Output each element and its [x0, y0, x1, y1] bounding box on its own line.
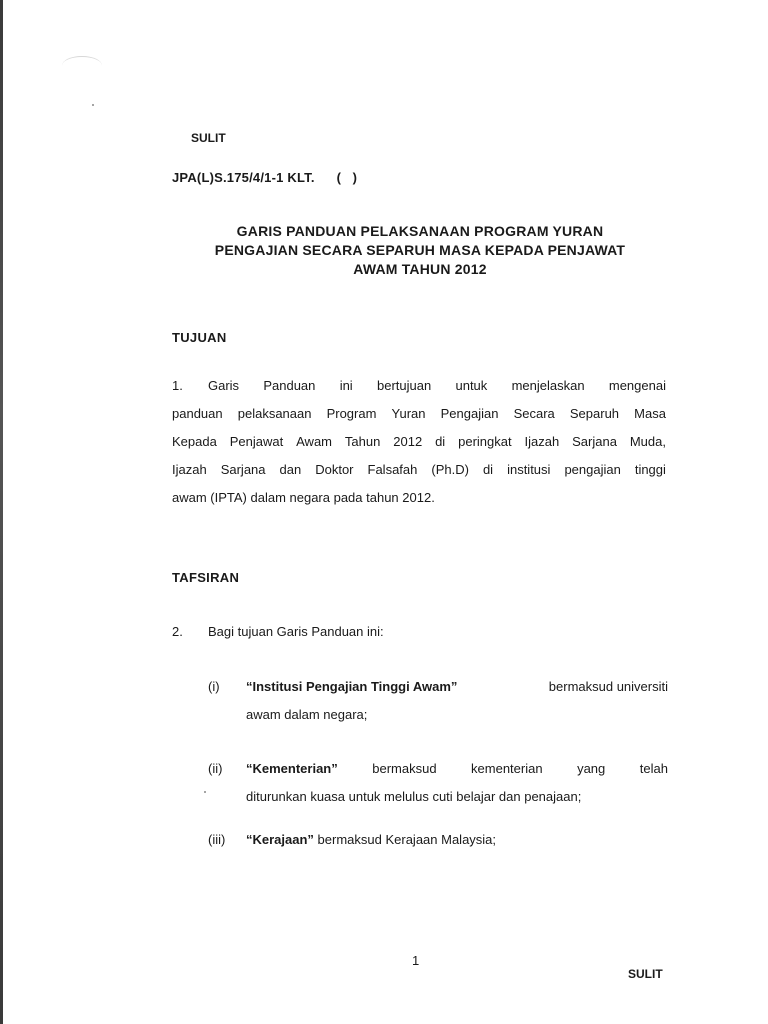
paragraph-word: Program	[326, 406, 377, 421]
paragraph-word: 2012	[393, 434, 423, 449]
paragraph-word: Sarjana	[572, 434, 617, 449]
page-number: 1	[412, 953, 420, 968]
paragraph-2	[172, 624, 666, 639]
paragraph-word: panduan	[172, 406, 223, 421]
paragraph-word: Falsafah	[367, 462, 418, 477]
paragraph-number: 1.	[172, 378, 183, 393]
paragraph-word: (Ph.D)	[431, 462, 469, 477]
paragraph-word: tinggi	[634, 462, 666, 477]
title-line-1: GARIS PANDUAN PELAKSANAAN PROGRAM YURAN	[236, 223, 604, 239]
definition-item-i-text	[246, 673, 668, 701]
heading-tujuan: TUJUAN	[172, 330, 227, 345]
scan-speck	[204, 791, 206, 793]
item-numeral: (i)	[208, 679, 220, 694]
paragraph-1	[172, 378, 666, 518]
definition-item-ii-line-1	[208, 755, 668, 783]
reference-paren: ( )	[336, 170, 358, 185]
paragraph-1-line-1-text	[208, 378, 666, 406]
paragraph-word: dan	[279, 462, 302, 477]
paragraph-word: ini	[339, 378, 353, 393]
definition-word: telah	[639, 761, 668, 776]
definition-text: bermaksud Kerajaan Malaysia;	[317, 832, 497, 847]
paragraph-1-line-4	[172, 462, 666, 490]
title-line-3: AWAM TAHUN 2012	[353, 261, 487, 277]
paragraph-word: Penjawat	[229, 434, 284, 449]
definition-item-ii	[208, 755, 668, 811]
paragraph-word: pelaksanaan	[237, 406, 312, 421]
paragraph-word: Tahun	[344, 434, 381, 449]
definition-item-i	[208, 673, 668, 729]
paragraph-1-line-3	[172, 434, 666, 462]
definition-item-i-line-1	[208, 673, 668, 701]
definition-item-iii	[208, 826, 668, 854]
document-title	[160, 222, 680, 279]
paragraph-word: bertujuan	[376, 378, 432, 393]
defined-term: “Kementerian”	[246, 761, 338, 776]
definition-word: yang	[577, 761, 606, 776]
item-numeral: (ii)	[208, 761, 223, 776]
paragraph-word: Panduan	[263, 378, 316, 393]
definition-word: kementerian	[471, 761, 543, 776]
definition-continuation: awam dalam negara;	[246, 707, 368, 722]
paragraph-word: di	[435, 434, 446, 449]
paragraph-word: Separuh	[569, 406, 620, 421]
definition-word: bermaksud	[372, 761, 437, 776]
reference-number: JPA(L)S.175/4/1-1 KLT.	[172, 170, 315, 185]
paragraph-word: Muda,	[629, 434, 666, 449]
reference-line	[172, 170, 357, 185]
paragraph-1-line-1	[172, 378, 666, 406]
scan-artifact	[62, 56, 102, 75]
paragraph-word: Sarjana	[220, 462, 266, 477]
paragraph-word: pengajian	[564, 462, 621, 477]
heading-tafsiran: TAFSIRAN	[172, 570, 240, 585]
definition-item-ii-text	[246, 755, 668, 783]
paragraph-word: Ijazah	[172, 462, 207, 477]
paragraph-word: Garis	[208, 378, 240, 393]
defined-term: “Kerajaan”	[246, 832, 314, 847]
title-line-2: PENGAJIAN SECARA SEPARUH MASA KEPADA PENJAWAT	[214, 242, 626, 258]
paragraph-word: untuk	[455, 378, 488, 393]
classification-bottom: SULIT	[628, 967, 663, 981]
paragraph-word: Yuran	[391, 406, 426, 421]
paragraph-word: Masa	[634, 406, 666, 421]
paragraph-word: Awam	[296, 434, 333, 449]
classification-top: SULIT	[191, 131, 226, 145]
definition-text: bermaksud universiti	[548, 679, 668, 694]
defined-term: “Institusi Pengajian Tinggi Awam”	[246, 679, 458, 694]
paragraph-1-line-2	[172, 406, 666, 434]
paragraph-word: Doktor	[315, 462, 354, 477]
paragraph-word: Kepada	[172, 434, 217, 449]
paragraph-word: Pengajian	[440, 406, 499, 421]
paragraph-word: mengenai	[608, 378, 666, 393]
scan-speck	[92, 104, 94, 106]
scan-edge	[0, 0, 3, 1024]
paragraph-2-intro: Bagi tujuan Garis Panduan ini:	[208, 624, 384, 639]
paragraph-word: Secara	[513, 406, 555, 421]
paragraph-word: Ijazah	[524, 434, 560, 449]
paragraph-word: institusi	[507, 462, 551, 477]
paragraph-1-line-5: awam (IPTA) dalam negara pada tahun 2012.	[172, 490, 435, 505]
definition-continuation: diturunkan kuasa untuk melulus cuti belajar dan penajaan;	[246, 789, 582, 804]
paragraph-number: 2.	[172, 624, 183, 639]
item-numeral: (iii)	[208, 832, 226, 847]
paragraph-word: menjelaskan	[511, 378, 585, 393]
paragraph-word: peringkat	[458, 434, 512, 449]
paragraph-word: di	[482, 462, 494, 477]
